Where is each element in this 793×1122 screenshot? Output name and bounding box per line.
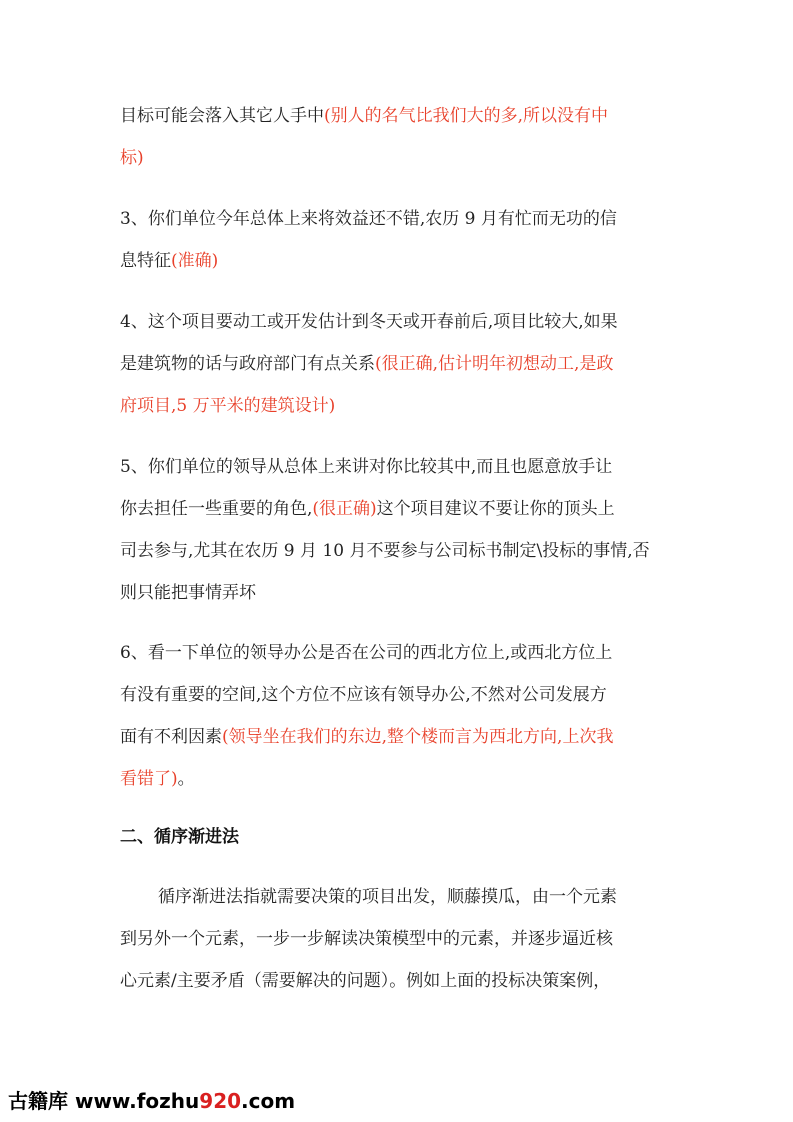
body-line: 循序渐进法指就需要决策的项目出发，顺藤摸瓜，由一个元素 [158,887,617,907]
text-line: 5、你们单位的领导从总体上来讲对你比较其中,而且也愿意放手让 [120,457,613,477]
text-line: 6、看一下单位的领导办公是否在公司的西北方位上,或西北方位上 [120,643,613,663]
body-line: 心元素/主要矛盾（需要解决的问题）。例如上面的投标决策案例， [120,971,611,991]
body-line: 到另外一个元素，一步一步解读决策模型中的元素，并逐步逼近核 [120,929,613,949]
text-line: 有没有重要的空间,这个方位不应该有领导办公,不然对公司发展方 [120,685,607,705]
site-watermark: 古籍库 www.fozhu920.com [8,1089,296,1113]
text-line: 司去参与,尤其在农历 9 月 10 月不要参与公司标书制定\投标的事情,否 [120,541,650,561]
text-line: 标) [120,148,144,168]
text-line: 目标可能会落入其它人手中(别人的名气比我们大的多,所以没有中 [120,106,609,126]
text-line: 面有不利因素(领导坐在我们的东边,整个楼而言为西北方向,上次我 [120,727,614,747]
text-line: 是建筑物的话与政府部门有点关系(很正确,估计明年初想动工,是政 [120,354,614,374]
text-line: 你去担任一些重要的角色,(很正确)这个项目建议不要让你的顶头上 [120,499,615,519]
text-line: 4、这个项目要动工或开发估计到冬天或开春前后,项目比较大,如果 [120,312,618,332]
text-line: 息特征(准确) [120,251,219,271]
text-line: 看错了)。 [120,769,195,789]
text-line: 府项目,5 万平米的建筑设计) [120,396,336,416]
text-line: 3、你们单位今年总体上来将效益还不错,农历 9 月有忙而无功的信 [120,209,617,229]
text-line: 则只能把事情弄坏 [120,583,256,603]
section-heading: 二、循序渐进法 [120,827,239,847]
